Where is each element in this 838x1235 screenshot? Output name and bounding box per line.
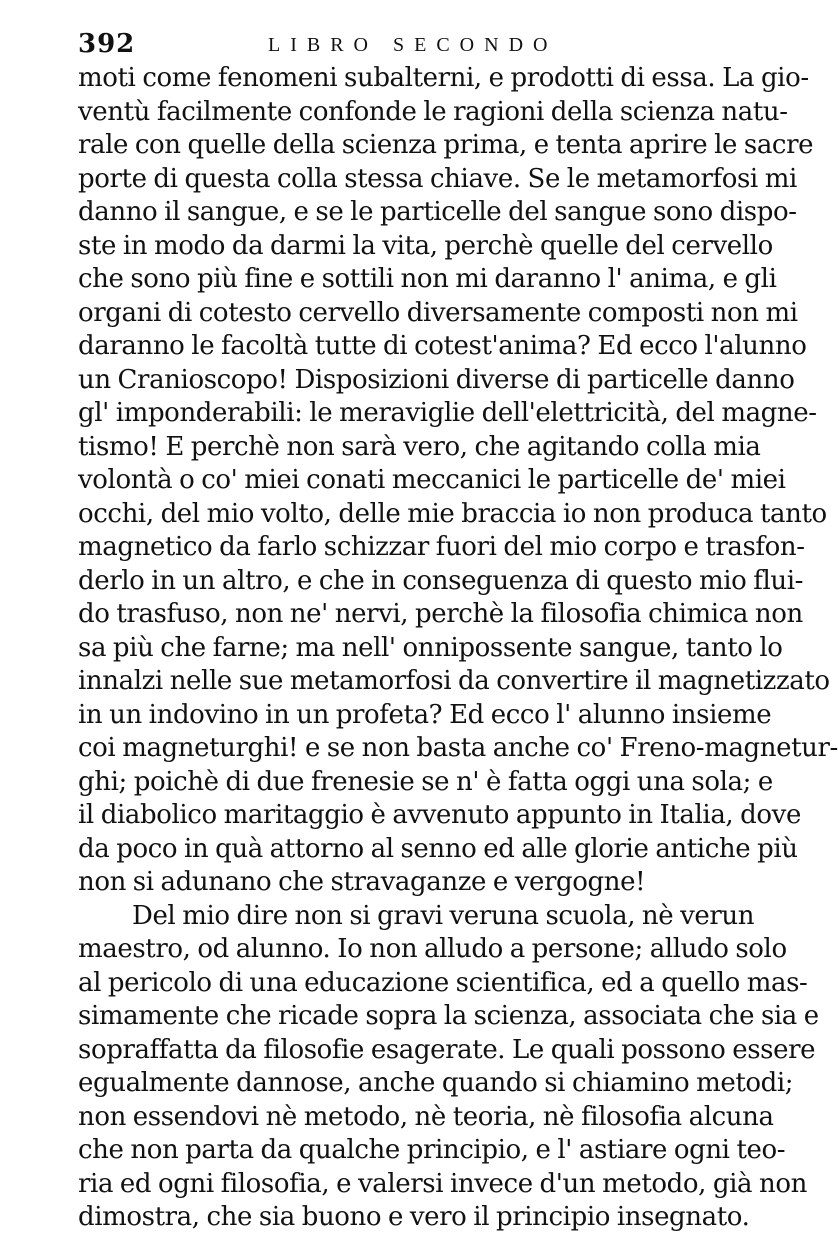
text-line: rale con quelle della scienza prima, e tenta aprire le sacre — [78, 130, 814, 160]
text-line: che non parta da qualche principio, e l' astiare ogni teo- — [78, 1135, 786, 1165]
text-line: sa più che farne; ma nell' onnipossente sangue, tanto lo — [78, 632, 783, 663]
text-line: daranno le facoltà tutte di cotest'anima? Ed ecco l'alunno — [78, 331, 807, 361]
page-header — [78, 28, 728, 64]
body-text — [78, 62, 838, 1235]
text-line: organi di cotesto cervello diversamente composti non mi — [78, 297, 798, 328]
text-line: il diabolico maritaggio è avvenuto appunto in Italia, dove — [78, 800, 801, 830]
text-line: ventù facilmente confonde le ragioni della scienza natu- — [78, 96, 788, 127]
text-line: derlo in un altro, e che in conseguenza di questo mio flui- — [78, 565, 804, 596]
text-line: egualmente dannose, anche quando si chiamino metodi; — [78, 1068, 794, 1098]
text-line: magnetico da farlo schizzar fuori del mio corpo e trasfon- — [78, 532, 805, 562]
text-line: moti come fenomeni subalterni, e prodotti di essa. La gio- — [78, 63, 809, 93]
text-line: occhi, del mio volto, delle mie braccia io non produca tanto — [78, 498, 827, 529]
text-line: da poco in quà attorno al senno ed alle glorie antiche più — [78, 833, 798, 864]
text-line: volontà o co' miei conati meccanici le particelle de' miei — [78, 465, 786, 495]
text-line: che sono più fine e sottili non mi daranno l' anima, e gli — [78, 264, 777, 294]
paragraph — [78, 62, 838, 900]
text-line: coi magneturghi! e se non basta anche co' Freno-magnetur- — [78, 733, 838, 763]
text-line: dimostra, che sia buono e vero il principio insegnato. — [78, 1202, 750, 1232]
text-line: innalzi nelle sue metamorfosi da convertire il magnetizzato — [78, 666, 830, 696]
text-line: porte di questa colla stessa chiave. Se le metamorfosi mi — [78, 163, 797, 194]
text-line: simamente che ricade sopra la scienza, associata che sia e — [78, 1001, 819, 1031]
text-line: ghi; poichè di due frenesie se n' è fatta oggi una sola; e — [78, 766, 773, 797]
text-line: al pericolo di una educazione scientifica, ed a quello mas- — [78, 967, 808, 998]
text-line: gl' imponderabili: le meraviglie dell'elettricità, del magne- — [78, 398, 817, 428]
text-line: maestro, od alunno. Io non alludo a persone; alludo solo — [78, 934, 787, 964]
text-line: non essendovi nè metodo, nè teoria, nè filosofia alcuna — [78, 1101, 774, 1132]
text-line: in un indovino in un profeta? Ed ecco l' alunno insieme — [78, 699, 772, 730]
text-line: do trasfuso, non ne' nervi, perchè la filosofia chimica non — [78, 599, 803, 629]
text-line: non si adunano che stravaganze e vergogne! — [78, 867, 646, 897]
text-line: danno il sangue, e se le particelle del sangue sono dispo- — [78, 197, 797, 227]
text-line: Del mio dire non si gravi veruna scuola, nè verun — [132, 900, 755, 931]
text-line: ste in modo da darmi la vita, perchè quelle del cervello — [78, 230, 773, 261]
text-line: ria ed ogni filosofia, e valersi invece d'un metodo, già non — [78, 1168, 807, 1199]
text-line: un Cranioscopo! Disposizioni diverse di particelle danno — [78, 364, 795, 395]
paragraph — [78, 900, 819, 1235]
text-line: sopraffatta da filosofie esagerate. Le quali possono essere — [78, 1034, 816, 1065]
running-title: LIBRO SECONDO — [268, 34, 558, 56]
text-line: tismo! E perchè non sarà vero, che agitando colla mia — [78, 431, 761, 462]
page-number: 392 — [78, 29, 136, 59]
